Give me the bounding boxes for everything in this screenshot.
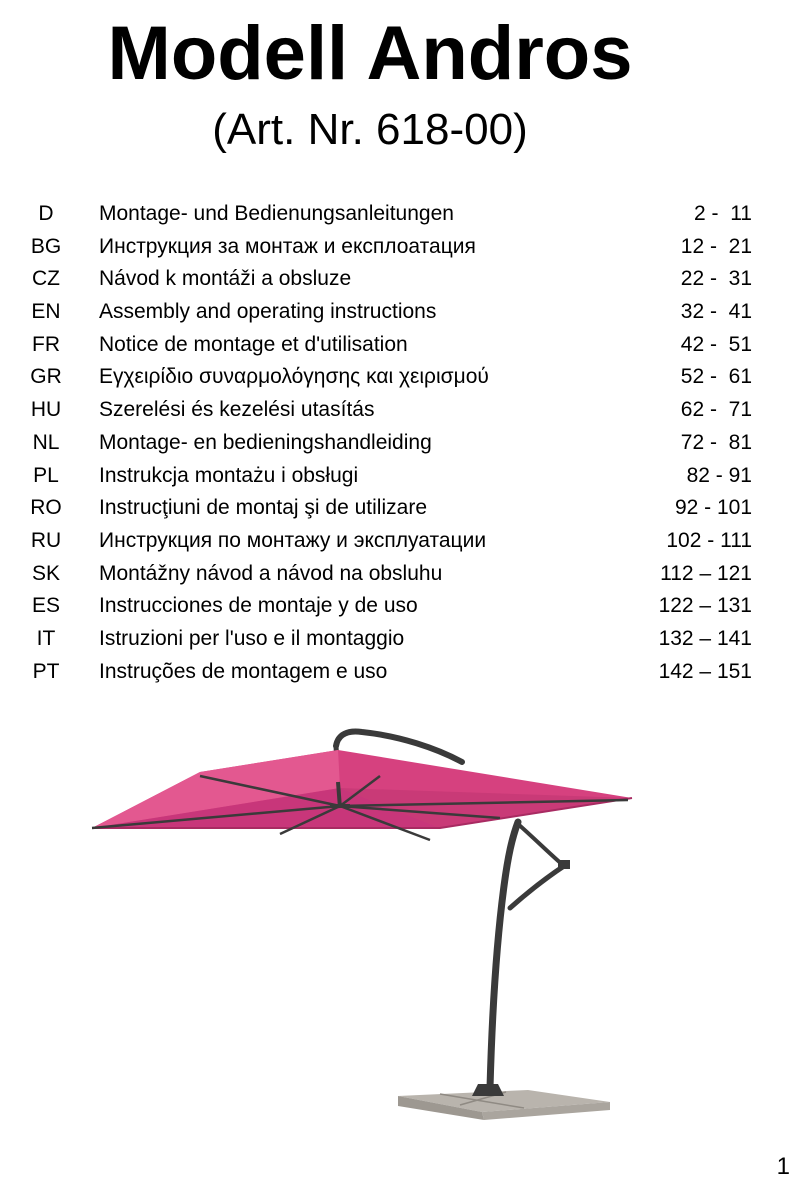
page-range: 62 - 71 (680, 398, 752, 422)
section-title: Instrucciones de montaje y de uso (99, 594, 418, 618)
page-range: 102 - 111 (666, 528, 752, 552)
section-title: Instruções de montagem e uso (99, 659, 388, 683)
page-range: 112 – 121 (660, 561, 752, 585)
section-title: Assembly and operating instructions (99, 300, 437, 324)
language-code: IT (36, 626, 56, 650)
language-code: D (38, 202, 54, 225)
page-range: 32 - 41 (680, 300, 752, 324)
toc-row (0, 296, 808, 329)
language-code: RU (30, 528, 62, 552)
section-title: Εγχειρίδιο συναρμολόγησης και χειρισμού (99, 365, 489, 389)
page-range: 82 - 91 (686, 463, 752, 487)
section-title: Montage- en bedieningshandleiding (99, 430, 432, 454)
section-title: Instrukcja montażu i obsługi (99, 463, 359, 487)
page-range: 92 - 101 (674, 496, 752, 520)
section-title: Szerelési és kezelési utasítás (99, 398, 375, 422)
language-code: PT (32, 659, 60, 683)
language-code: PL (33, 463, 59, 487)
toc-row (0, 427, 808, 460)
section-title: Istruzioni per l'uso e il montaggio (99, 626, 405, 650)
toc-row (0, 460, 808, 493)
section-title: Notice de montage et d'utilisation (99, 332, 408, 356)
language-code: SK (31, 561, 60, 585)
page-range: 22 - 31 (680, 267, 752, 291)
page-range: 52 - 61 (680, 365, 752, 389)
section-title: Инструкция по монтажу и эксплуатации (99, 528, 487, 552)
section-title: Instrucţiuni de montaj şi de utilizare (99, 496, 427, 520)
toc-row (0, 492, 808, 525)
toc-row (0, 525, 808, 558)
toc-row (0, 361, 808, 394)
page-range: 122 – 131 (658, 594, 752, 618)
section-title: Návod k montáži a obsluze (99, 267, 352, 291)
language-code: EN (31, 300, 61, 324)
language-code: NL (32, 430, 60, 454)
page-range: 132 – 141 (658, 626, 752, 650)
toc-row (0, 329, 808, 362)
language-code: GR (30, 365, 62, 389)
page-range: 42 - 51 (680, 332, 752, 356)
toc-row (0, 590, 808, 623)
section-title: Montážny návod a návod na obsluhu (99, 561, 443, 585)
language-code: FR (32, 332, 60, 356)
language-code: ES (31, 594, 60, 618)
toc-row (0, 394, 808, 427)
language-index (0, 198, 808, 688)
page-range: 2 - 11 (694, 202, 752, 225)
article-number: (Art. Nr. 618-00) (212, 105, 528, 154)
toc-row (0, 623, 808, 656)
language-code: BG (30, 234, 62, 258)
document-title: Modell Andros (107, 11, 633, 96)
language-code: RO (30, 496, 62, 520)
section-title: Инструкция за монтаж и експлоатация (99, 234, 476, 258)
parasol-base (398, 1084, 610, 1120)
toc-row (0, 231, 808, 264)
toc-row (0, 263, 808, 296)
toc-row (0, 656, 808, 689)
language-code: CZ (32, 267, 60, 291)
cantilever-parasol-illustration (80, 716, 660, 1136)
toc-row (0, 198, 808, 231)
language-code: HU (30, 398, 62, 422)
page-number: 1 (776, 1153, 790, 1180)
toc-row (0, 558, 808, 591)
page-range: 142 – 151 (658, 659, 752, 683)
section-title: Montage- und Bedienungsanleitungen (99, 202, 454, 225)
page-range: 12 - 21 (680, 234, 752, 258)
page-range: 72 - 81 (680, 430, 752, 454)
